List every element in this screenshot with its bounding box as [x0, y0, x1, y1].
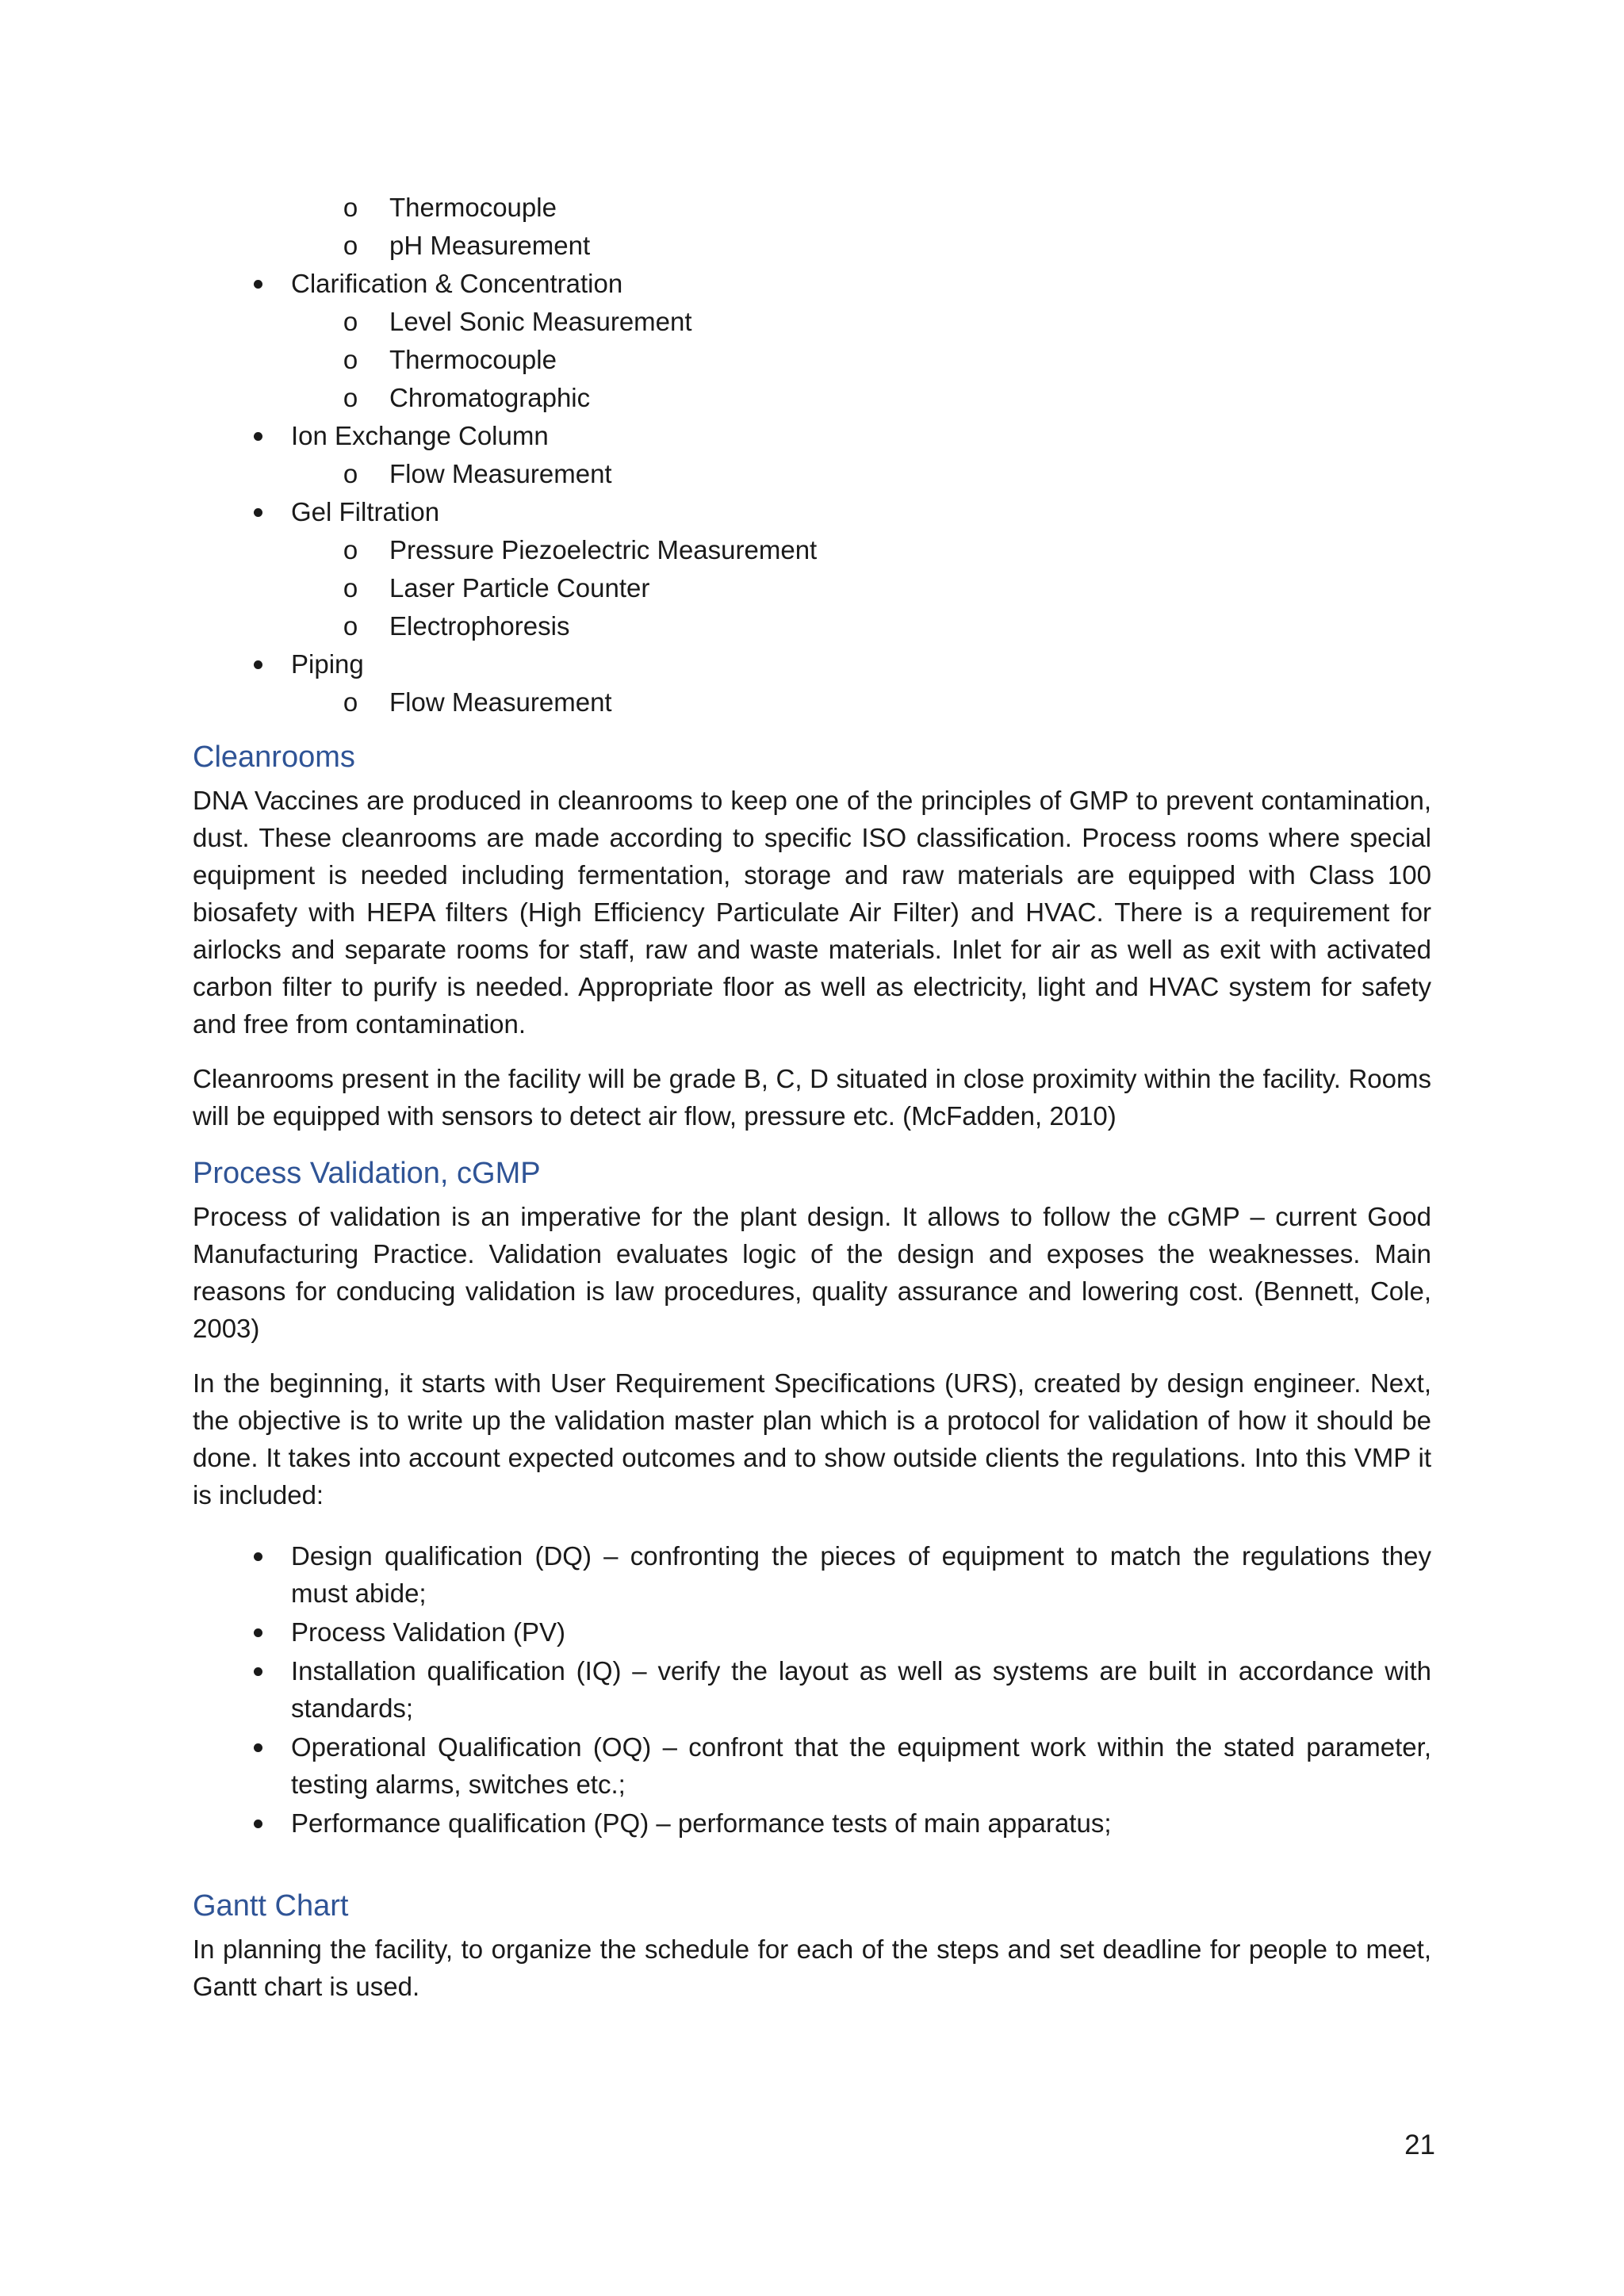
list-item-text: Thermocouple [389, 345, 557, 374]
list-item-text: Thermocouple [389, 193, 557, 222]
list-item-text: pH Measurement [389, 231, 591, 260]
list-item-text: Pressure Piezoelectric Measurement [389, 535, 818, 564]
list-item [193, 417, 1431, 455]
list-item-text: Installation qualification (IQ) – verify the layout as well as systems are built in accordance with standards; [291, 1656, 1431, 1723]
paragraph: Cleanrooms present in the facility will be grade B, C, D situated in close proximity within the facility. Rooms will be equipped with sensors to detect air flow, pressure etc. (McFadden, 2010) [193, 1064, 1431, 1131]
paragraph: Process of validation is an imperative for the plant design. It allows to follow the cGMP – current Good Manufacturing Practice. Validation evaluates logic of the design and exposes the weaknesses. Main reasons for conducing validation is law procedures, quality assurance and lowering cost. (Bennett, Cole, 2003) [193, 1202, 1431, 1343]
bullet-icon [250, 417, 266, 455]
circle-bullet-icon: o [343, 611, 358, 641]
list-item-text: Clarification & Concentration [291, 269, 623, 298]
section-heading-process-validation: Process Validation, cGMP [193, 1157, 541, 1190]
list-item-text: Piping [291, 649, 364, 679]
list-item [193, 379, 1431, 417]
circle-bullet-icon: o [343, 383, 358, 412]
circle-bullet-icon: o [343, 345, 358, 374]
circle-bullet-icon: o [343, 231, 358, 260]
list-item-text: Operational Qualification (OQ) – confront that the equipment work within the stated parameter, testing alarms, switches etc.; [291, 1732, 1431, 1799]
bullet-icon [250, 1804, 266, 1842]
paragraph: In planning the facility, to organize the schedule for each of the steps and set deadline for people to meet, Gantt chart is used. [193, 1934, 1431, 2001]
paragraph: In the beginning, it starts with User Requirement Specifications (URS), created by design engineer. Next, the objective is to write up the validation master plan which is a protocol for validation of how it should be done. It takes into account expected outcomes and to show outside clients the regulations. Into this VMP it is included: [193, 1368, 1431, 1510]
page-content [193, 189, 1431, 2022]
list-item [193, 1804, 1431, 1842]
list-item-text: Flow Measurement [389, 459, 612, 488]
list-item [193, 227, 1431, 265]
list-item [193, 531, 1431, 569]
list-item-text: Design qualification (DQ) – confronting the pieces of equipment to match the regulations they must abide; [291, 1541, 1431, 1608]
list-item-text: Performance qualification (PQ) – performance tests of main apparatus; [291, 1808, 1112, 1838]
instrumentation-list [193, 189, 1431, 721]
list-item-text: Ion Exchange Column [291, 421, 549, 450]
vmp-items-list [193, 1537, 1431, 1842]
list-item-text: Process Validation (PV) [291, 1617, 566, 1647]
circle-bullet-icon: o [343, 535, 358, 564]
page-number: 21 [1404, 2130, 1435, 2160]
list-item [193, 607, 1431, 645]
list-item [193, 569, 1431, 607]
list-item [193, 645, 1431, 683]
circle-bullet-icon: o [343, 573, 358, 603]
list-item [193, 189, 1431, 227]
bullet-icon [250, 1537, 266, 1575]
bullet-icon [250, 645, 266, 683]
list-item-text: Gel Filtration [291, 497, 440, 526]
paragraph: DNA Vaccines are produced in cleanrooms to keep one of the principles of GMP to prevent contamination, dust. These cleanrooms are made according to specific ISO classification. Process rooms where special equipment is needed including fermentation, storage and raw materials are equipped with Class 100 biosafety with HEPA filters (High Efficiency Particulate Air Filter) and HVAC. There is a requirement for airlocks and separate rooms for staff, raw and waste materials. Inlet for air as well as exit with activated carbon filter to purify is needed. Appropriate floor as well as electricity, light and HVAC system for safety and free from contamination. [193, 786, 1431, 1039]
bullet-icon [250, 1613, 266, 1651]
list-item-text: Electrophoresis [389, 611, 570, 641]
bullet-icon [250, 265, 266, 303]
list-item-text: Flow Measurement [389, 687, 612, 717]
bullet-icon [250, 1652, 266, 1689]
section-heading-gantt-chart: Gantt Chart [193, 1889, 349, 1923]
list-item [193, 683, 1431, 721]
list-item-text: Laser Particle Counter [389, 573, 650, 603]
list-item-text: Level Sonic Measurement [389, 307, 692, 336]
list-item [193, 265, 1431, 303]
list-item [193, 455, 1431, 493]
list-item [193, 1537, 1431, 1612]
list-item [193, 493, 1431, 531]
section-heading-cleanrooms: Cleanrooms [193, 740, 355, 774]
bullet-icon [250, 1728, 266, 1766]
list-item [193, 1652, 1431, 1727]
list-item [193, 1613, 1431, 1651]
list-item [193, 341, 1431, 379]
circle-bullet-icon: o [343, 687, 358, 717]
list-item-text: Chromatographic [389, 383, 591, 412]
list-item [193, 1728, 1431, 1803]
circle-bullet-icon: o [343, 459, 358, 488]
list-item [193, 303, 1431, 341]
circle-bullet-icon: o [343, 193, 358, 222]
circle-bullet-icon: o [343, 307, 358, 336]
bullet-icon [250, 493, 266, 531]
